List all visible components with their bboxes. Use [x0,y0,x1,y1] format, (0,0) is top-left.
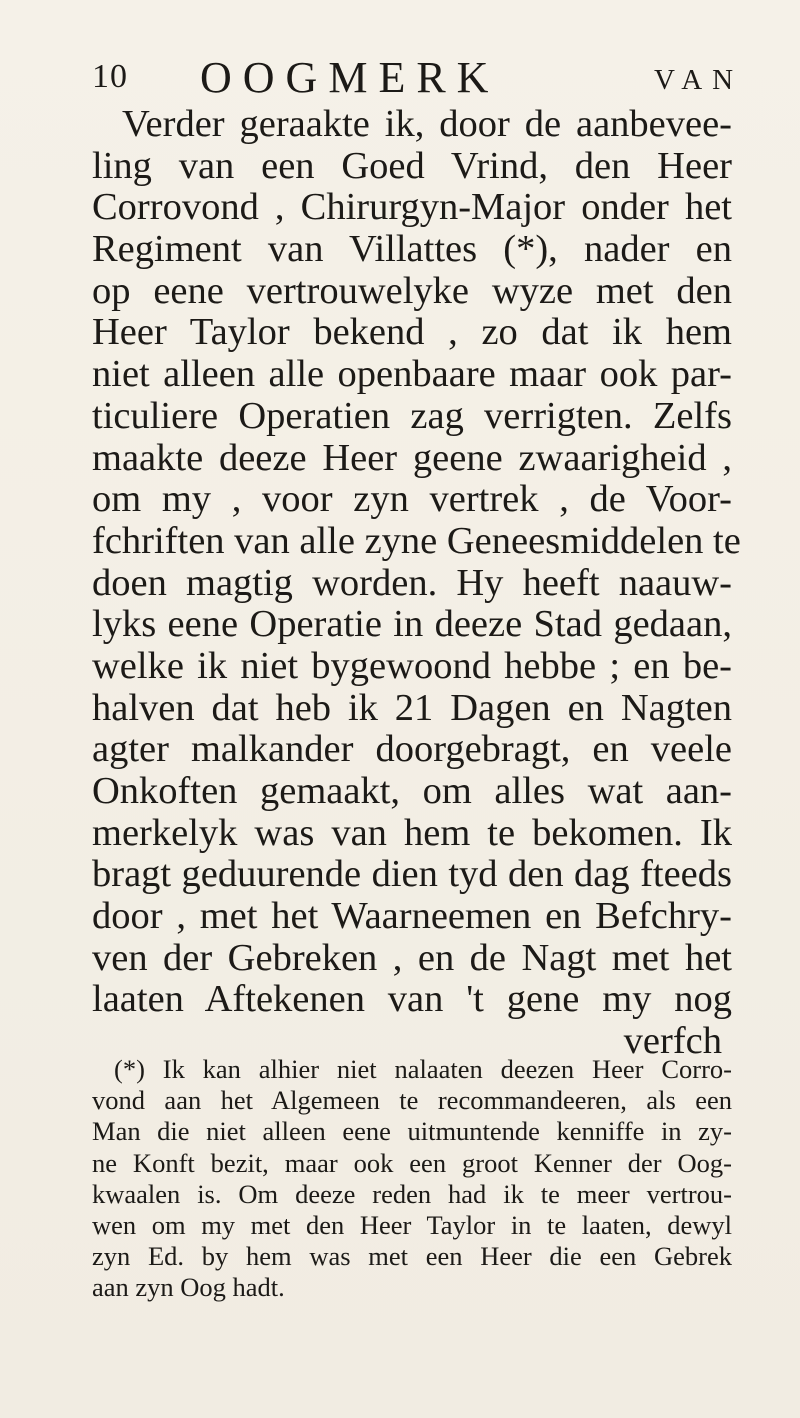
footnote-line: kwaalen is. Om deeze reden had ik te meer vertrou- [92,1178,732,1209]
text-line: door , met het Waarneemen en Befchry- [92,895,732,938]
text-line: ticuliere Operatien zag verrigten. Zelfs [92,394,732,437]
text-line: Corrovond , Chirurgyn-Major onder het [92,186,732,229]
text-line: bragt geduurende dien tyd den dag fteeds [92,853,732,896]
text-line: ven der Gebreken , en de Nagt met het [92,936,732,979]
footnote-line: vond aan het Algemeen te recommandeeren, als een [92,1085,732,1116]
text-line: ling van een Goed Vrind, den Heer [92,144,732,187]
text-line: om my , voor zyn vertrek , de Voor- [92,478,732,521]
text-line: merkelyk was van hem te bekomen. Ik [92,811,732,854]
text-line: op eene vertrouwelyke wyze met den [92,269,732,312]
footnote-line: (*) Ik kan alhier niet nalaaten deezen Heer Corro- [114,1054,732,1084]
text-line: laaten Aftekenen van 't gene my nog [92,978,732,1021]
running-head [92,52,744,102]
catchword: verfch [623,1020,722,1063]
footnote [92,1054,732,1304]
footnote-line: ne Konft bezit, maar ook een groot Kenner der Oog- [92,1147,732,1178]
text-line: Heer Taylor bekend , zo dat ik hem [92,311,732,354]
footnote-line: aan zyn Oog hadt. [92,1272,285,1303]
main-text [92,103,741,1063]
text-line: welke ik niet bygewoond hebbe ; en be- [92,644,732,687]
text-line: fchriften van alle zyne Geneesmiddelen te [92,519,741,562]
page-number: 10 [92,58,128,95]
text-line: halven dat heb ik 21 Dagen en Nagten [92,686,732,729]
text-line: Onkoften gemaakt, om alles wat aan- [92,770,732,812]
text-line: agter malkander doorgebragt, en veele [92,728,732,771]
text-line: lyks eene Operatie in deeze Stad gedaan, [92,603,732,646]
text-line: Verder geraakte ik, door de aanbevee- [122,103,732,145]
text-line: doen magtig worden. Hy heeft naauw- [92,561,732,604]
running-title: OOGMERK [200,53,500,102]
running-title-suffix: VAN [654,64,744,96]
footnote-line: Man die niet alleen eene uitmuntende kenniffe in zy- [92,1116,732,1147]
text-line: niet alleen alle openbaare maar ook par- [92,353,732,396]
footnote-line: wen om my met den Heer Taylor in te laaten, dewyl [92,1209,732,1240]
text-line: maakte deeze Heer geene zwaarigheid , [92,436,732,479]
text-line: Regiment van Villattes (*), nader en [92,228,732,271]
footnote-line: zyn Ed. by hem was met een Heer die een Gebrek [92,1241,732,1272]
